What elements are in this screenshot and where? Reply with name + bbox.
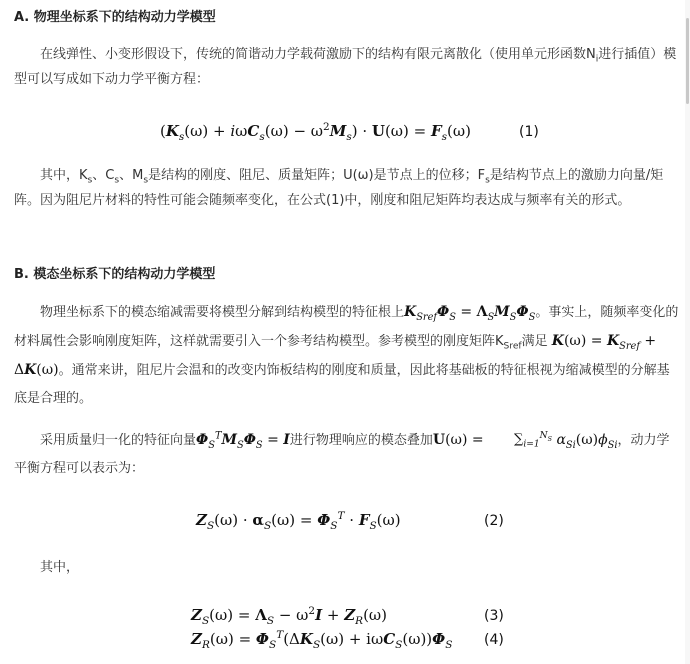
eigen-equation: $K_{Sref}\Phi_S = \Lambda_SM_S\Phi_S$ — [404, 304, 536, 323]
equation-1: $(K_s(\omega) + i\omega C_s(\omega) - \omega^2M_s) \cdot U(\omega) = F_s(\omega)$ — [160, 121, 471, 143]
equation-3: $Z_S(\omega) = \Lambda_S - \omega^2I + Z_R(\omega)$ — [191, 605, 388, 627]
section-b-paragraph-2: 采用质量归一化的特征向量$\Phi_S^TM_S\Phi_S = I$进行物理响应的模态叠加$U(\omega) = \sum_{i=1}^{N_S}$ $\alpha_{Si}(\omega)\phi_{Si}$，动力学平衡方程可以表示为： — [14, 430, 670, 476]
modal-superposition-equation: $U(\omega) = \sum_{i=1}^{N_S}$ $\alpha_{Si}(\omega)\phi_{Si}$ — [432, 430, 618, 451]
equation-2: $Z_S(\omega) \cdot \alpha_S(\omega) = \Phi_S^T \cdot F_S(\omega)$ — [196, 510, 401, 532]
equation-4-number: (4) — [484, 632, 504, 648]
scrollbar-thumb[interactable] — [686, 18, 689, 104]
section-b-paragraph-1: 物理坐标系下的模态缩减需要将模型分解到结构模型的特征根上$K_{Sref}\Phi_S = \Lambda_SM_S\Phi_S$。事实上，随频率变化的材料属性会影响刚度矩阵，这样就需要引入一个参考结构模型。参考模型的刚度矩阵$K_{Sref}$满足 $K(\omega) = K_{Sref} + \Delta K(\omega)$。通常来讲，阻尼片会温和的改变内饰板结构的刚度和质量，因此将基础板的特征根视为缩减模型的分解基底是合理的。 — [14, 304, 679, 406]
section-b-heading: B. 模态坐标系下的结构动力学模型 — [14, 267, 216, 282]
section-a-heading: A. 物理坐标系下的结构动力学模型 — [14, 10, 216, 25]
equation-1-number: (1) — [519, 124, 539, 140]
section-a-paragraph-1: 在线弹性、小变形假设下，传统的简谐动力学载荷激励下的结构有限元离散化（使用单元形函数$N_i$进行插值）模型可以写成如下动力学平衡方程： — [14, 47, 677, 87]
section-a-paragraph-2: 其中，$K_s$、$C_s$、$M_s$是结构的刚度、阻尼、质量矩阵；U(ω)是节点上的位移；$F_s$是结构节点上的激励力向量/矩阵。因为阻尼片材料的特性可能会随频率变化，在公式(1)中，刚度和阻尼矩阵均表达成与频率有关的形式。 — [14, 168, 664, 208]
mass-normalization-equation: $\Phi_S^TM_S\Phi_S = I$ — [196, 430, 290, 451]
stiffness-equation: $K(\omega) = K_{Sref} + \Delta K(\omega)$ — [14, 333, 657, 378]
where-label: 其中， — [40, 560, 80, 575]
equation-2-number: (2) — [484, 513, 504, 529]
equation-4: $Z_R(\omega) = \Phi_S^T(\Delta K_S(\omega) + i\omega C_S(\omega))\Phi_S$ — [191, 629, 453, 651]
equation-3-number: (3) — [484, 608, 504, 624]
